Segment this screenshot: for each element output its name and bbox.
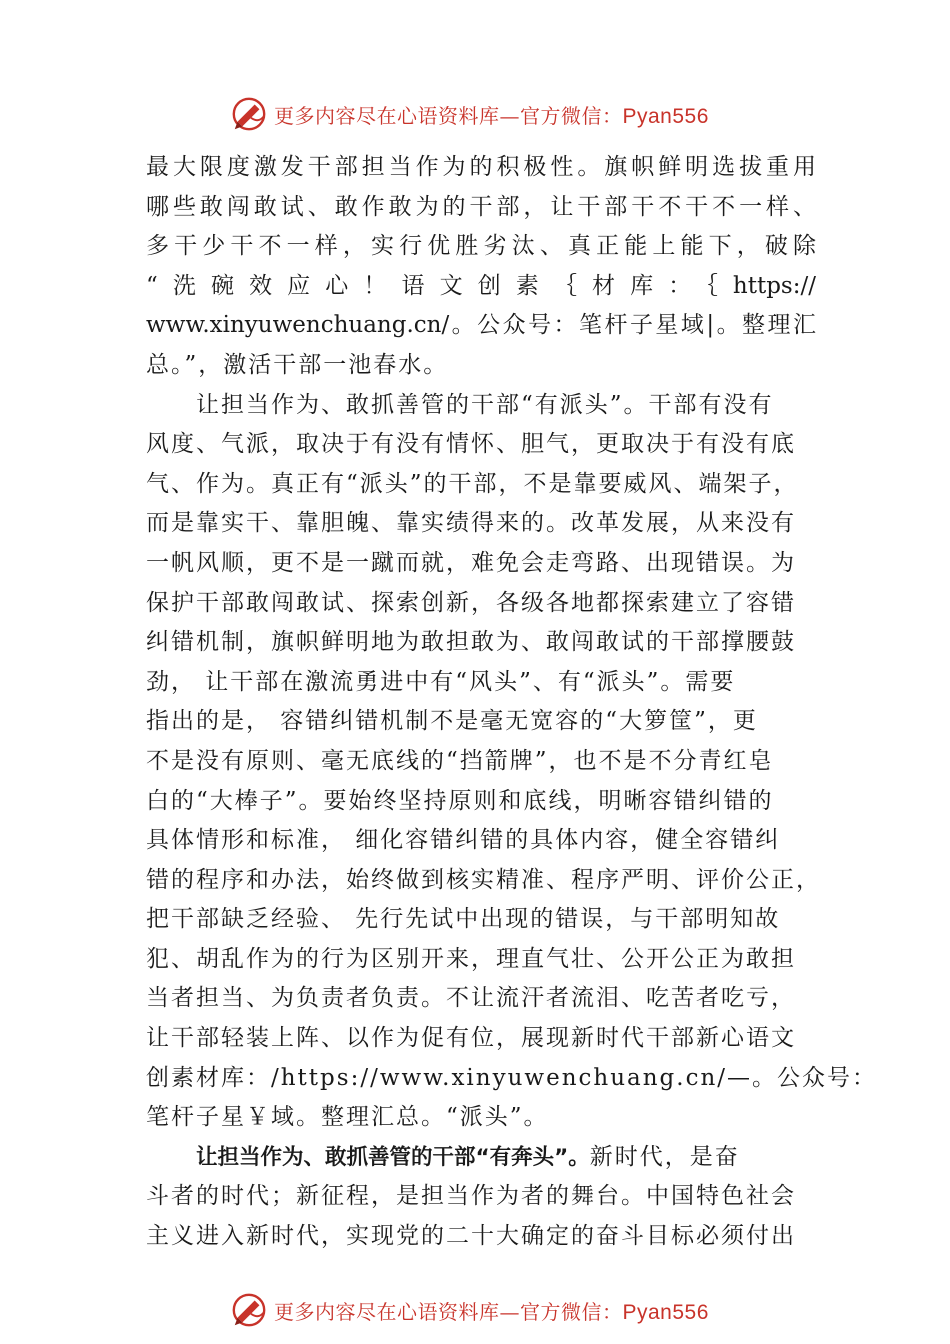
footer-banner-text: 更多内容尽在心语资料库—官方微信：Pyan556 xyxy=(274,1299,709,1324)
document-body xyxy=(146,148,878,1257)
text-line: 而是靠实干、靠胆魄、靠实绩得来的。改革发展，从来没有 xyxy=(146,510,796,537)
text-line: 指出的是， 容错纠错机制不是毫无宽容的“大箩筐”，更 xyxy=(146,708,758,735)
text-line: 风度、气派，取决于有没有情怀、胆气，更取决于有没有底 xyxy=(146,431,796,458)
text-line: 创素材库：/https://www.xinyuwenchuang.cn/—。公众号： xyxy=(146,1064,878,1091)
text-line: 纠错机制，旗帜鲜明地为敢担敢为、敢闯敢试的干部撑腰鼓 xyxy=(146,629,796,656)
text-line: 多干少干不一样，实行优胜劣汰、真正能上能下，破除 xyxy=(146,233,816,260)
paragraph-start-line: 让担当作为、敢抓善管的干部“有奔头”。新时代，是奋 xyxy=(196,1143,740,1170)
pen-logo-icon xyxy=(230,1291,268,1329)
text-line: 具体情形和标准， 细化容错纠错的具体内容，健全容错纠 xyxy=(146,827,781,854)
bold-heading: 让担当作为、敢抓善管的干部“有奔头”。 xyxy=(196,1144,590,1170)
text-line: 错的程序和办法，始终做到核实精准、程序严明、评价公正， xyxy=(146,866,821,893)
text-line: 犯、胡乱作为的行为区别开来，理直气壮、公开公正为敢担 xyxy=(146,945,796,972)
text-line: 不是没有原则、毫无底线的“挡箭牌”，也不是不分青红皂 xyxy=(146,747,774,774)
text-line: 斗者的时代；新征程，是担当作为者的舞台。中国特色社会 xyxy=(146,1183,796,1210)
text-line: “洗碗效应心！语文创素｛材库：｛https:// xyxy=(146,272,816,299)
header-banner xyxy=(230,94,709,134)
text-line: 当者担当、为负责者负责。不让流汗者流泪、吃苦者吃亏， xyxy=(146,985,796,1012)
text-line: 把干部缺乏经验、 先行先试中出现的错误，与干部明知故 xyxy=(146,906,781,933)
footer-banner xyxy=(230,1290,709,1330)
text-line: 保护干部敢闯敢试、探索创新，各级各地都探索建立了容错 xyxy=(146,589,796,616)
text-line: 最大限度激发干部担当作为的积极性。旗帜鲜明选拔重用 xyxy=(146,154,816,180)
paragraph-start-line: 让担当作为、敢抓善管的干部“有派头”。干部有没有 xyxy=(196,391,774,418)
text-line: 让干部轻装上阵、以作为促有位，展现新时代干部新心语文 xyxy=(146,1025,796,1052)
text-line: 总。”，激活干部一池春水。 xyxy=(146,351,449,378)
text-line: 哪些敢闯敢试、敢作敢为的干部，让干部干不干不一样、 xyxy=(146,193,816,220)
text-line: 一帆风顺，更不是一蹴而就，难免会走弯路、出现错误。为 xyxy=(146,549,796,576)
text-line: www.xinyuwenchuang.cn/。公众号：笔杆子星域|。整理汇 xyxy=(146,312,816,339)
text-line: 笔杆子星￥域。整理汇总。“派头”。 xyxy=(146,1104,549,1131)
text-line: 气、作为。真正有“派头”的干部，不是靠要威风、端架子， xyxy=(146,470,799,497)
text-line: 白的“大棒子”。要始终坚持原则和底线，明晰容错纠错的 xyxy=(146,787,774,814)
pen-logo-icon xyxy=(230,95,268,133)
text-line: 劲， 让干部在激流勇进中有“风头”、有“派头”。需要 xyxy=(146,668,736,695)
text-line: 主义进入新时代，实现党的二十大确定的奋斗目标必须付出 xyxy=(146,1223,796,1250)
header-banner-text: 更多内容尽在心语资料库—官方微信：Pyan556 xyxy=(274,103,709,128)
